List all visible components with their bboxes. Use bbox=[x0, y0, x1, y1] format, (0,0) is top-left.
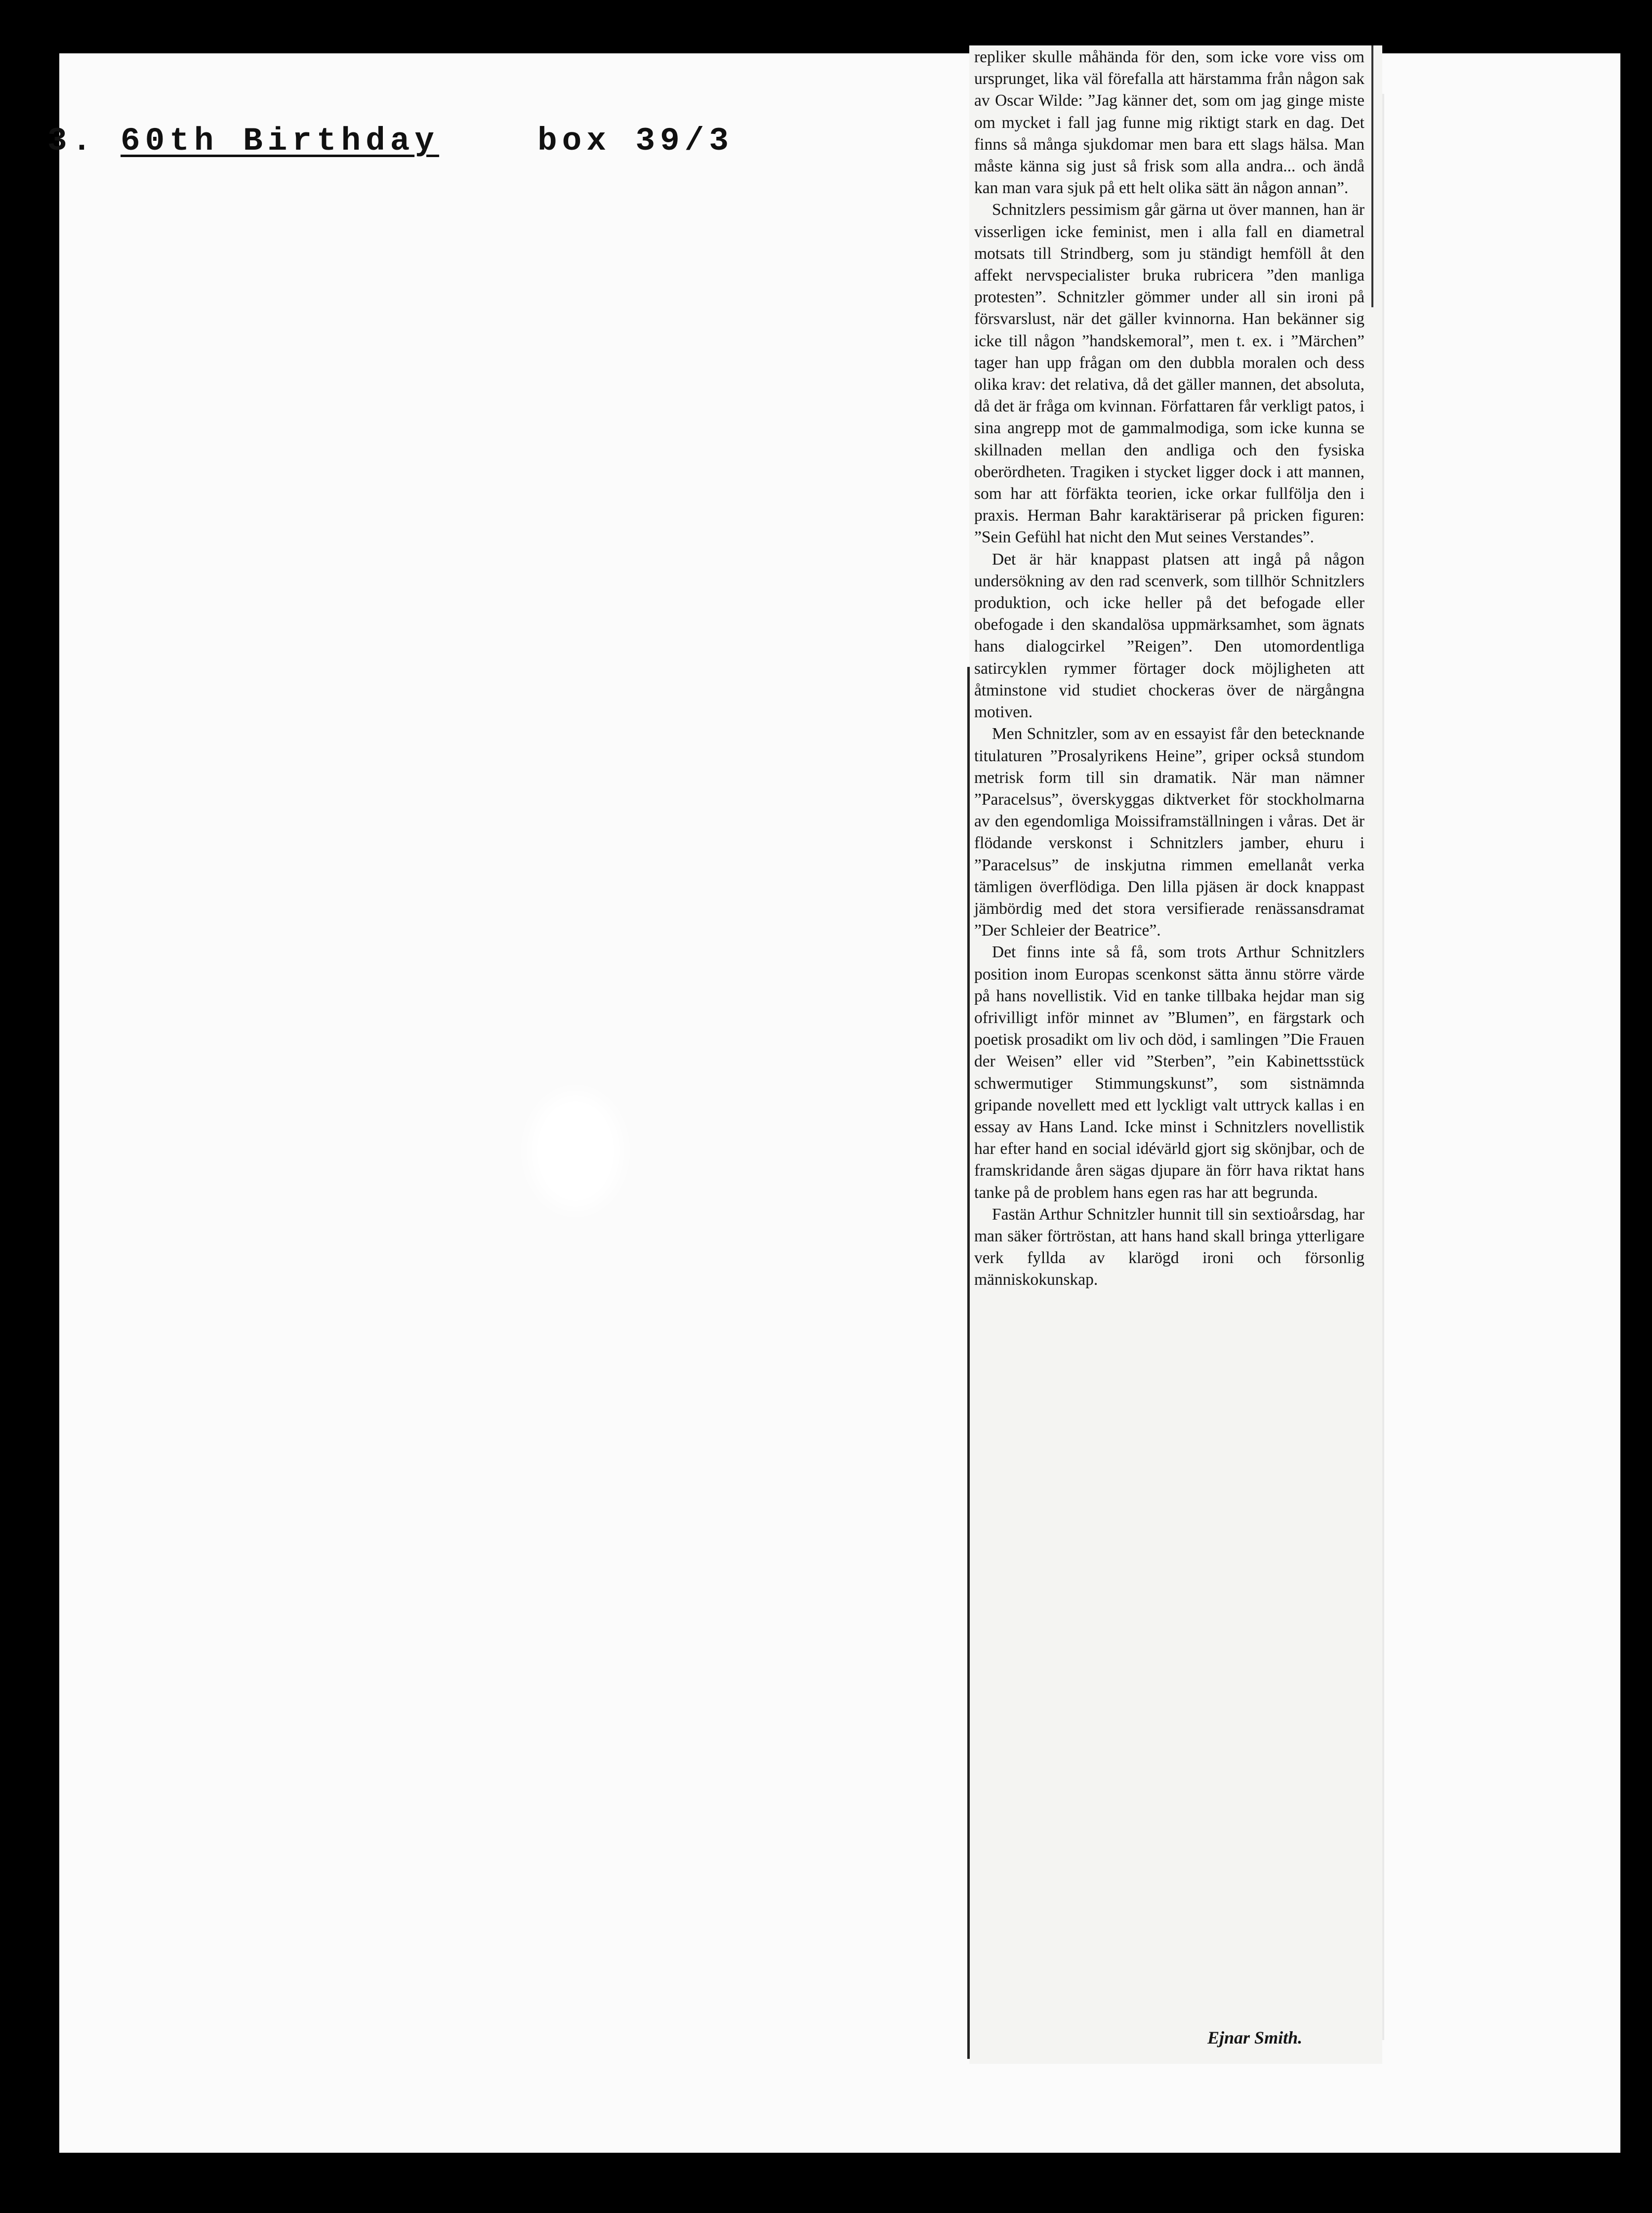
article-paragraph: Men Schnitzler, som av en essayist får den betecknande titulaturen ”Prosalyrikens Heine”, griper också stundom metrisk form till sin dramatik. När man nämner ”Paracelsus”, överskyggas diktverket för stockholmarna av den egendomliga Moissiframställningen i våras. Det är flödande verskonst i Schnitzlers jamber, ehuru i ”Paracelsus” de inskjutna rimmen emellanåt verka tämligen överflödiga. Den lilla pjäsen är dock knappast jämbördig med det stora versifierade renässansdramat ”Der Schleier der Beatrice”. bbox=[974, 725, 1364, 940]
header-title: 60th Birthday bbox=[121, 123, 439, 160]
article-column bbox=[974, 46, 1364, 1291]
article-paragraph: Fastän Arthur Schnitzler hunnit till sin sextioårsdag, har man säker förtröstan, att hans hand skall bringa ytterligare verk fyllda av klarögd ironi och försonlig människokunskap. bbox=[974, 1205, 1364, 1289]
article-paragraph: repliker skulle måhända för den, som icke vore viss om ursprunget, lika väl förefalla att härstamma från någon sak av Oscar Wilde: ”Jag känner det, som om jag ginge miste om mycket i fall jag funne mig riktigt stark en dag. Det finns så många sjukdomar men bara ett slags hälsa. Man måste känna sig just så frisk som alla andra... och ändå kan man vara sjuk på ett helt olika sätt än någon annan”. bbox=[974, 48, 1364, 198]
article-paragraph: Det finns inte så få, som trots Arthur Schnitzlers position inom Europas scenkonst sätta ännu större värde på hans novellistik. Vid en tanke tillbaka hejdar man sig ofrivilligt inför minnet av ”Blumen”, en färgstark och poetisk prosadikt om liv och död, i samlingen ”Die Frauen der Weisen” eller vid ”Sterben”, ”ein Kabinettsstück schwermutiger Stimmungskunst”, som sistnämnda gripande novellett med ett lyckligt valt uttryck kallas i en essay av Hans Land. Icke minst i Schnitzlers novellistik har efter hand en social idévärld gjort sig skönjbar, och de framskridande åren sägas djupare än förr hava riktat hans tanke på de problem hans egen ras har att begrunda. bbox=[974, 943, 1364, 1202]
archive-sheet bbox=[59, 53, 1620, 2153]
header-index-number: 3. bbox=[47, 123, 97, 160]
article-paragraph: Schnitzlers pessimism går gärna ut över mannen, han är visserligen icke feminist, men i alla fall en diametral motsats till Strindberg, som ju ständigt hemföll åt den affekt nervspecialister bruka rubricera ”den manliga protesten”. Schnitzler gömmer under all sin ironi på försvarslust, när det gäller kvinnorna. Han bekänner sig icke till någon ”handskemoral”, men t. ex. i ”Märchen” tager han upp frågan om den dubbla moralen och dess olika krav: det relativa, då det gäller mannen, det absoluta, då det är fråga om kvinnan. Författaren får verkligt patos, i sina angrepp mot de gammalmodiga, som icke kunna se skillnaden mellan den andliga och den fysiska oberördheten. Tragiken i stycket ligger dock i att mannen, som har att förfäkta teorien, icke orkar fullfölja den i praxis. Herman Bahr karaktäriserar på pricken figuren: ”Sein Gefühl hat nicht den Mut seines Verstandes”. bbox=[974, 201, 1364, 547]
header-box-label: box 39/3 bbox=[537, 123, 734, 160]
paper-stain bbox=[538, 1102, 613, 1200]
article-paragraph: Det är här knappast platsen att ingå på någon undersökning av den rad scenverk, som tillhör Schnitzlers produktion, och icke heller på det befogade eller obefogade i den skandalösa uppmärksamhet, som ägnats hans dialogcirkel ”Reigen”. Den utomordentliga satircyklen rymmer förtager dock möjligheten att åtminstone vid studiet chockeras över de närgångna motiven. bbox=[974, 550, 1364, 722]
article-signature: Ejnar Smith. bbox=[1207, 2028, 1303, 2048]
clipping-edge-rule bbox=[1371, 45, 1373, 307]
clipping-column-rule bbox=[967, 667, 970, 2059]
